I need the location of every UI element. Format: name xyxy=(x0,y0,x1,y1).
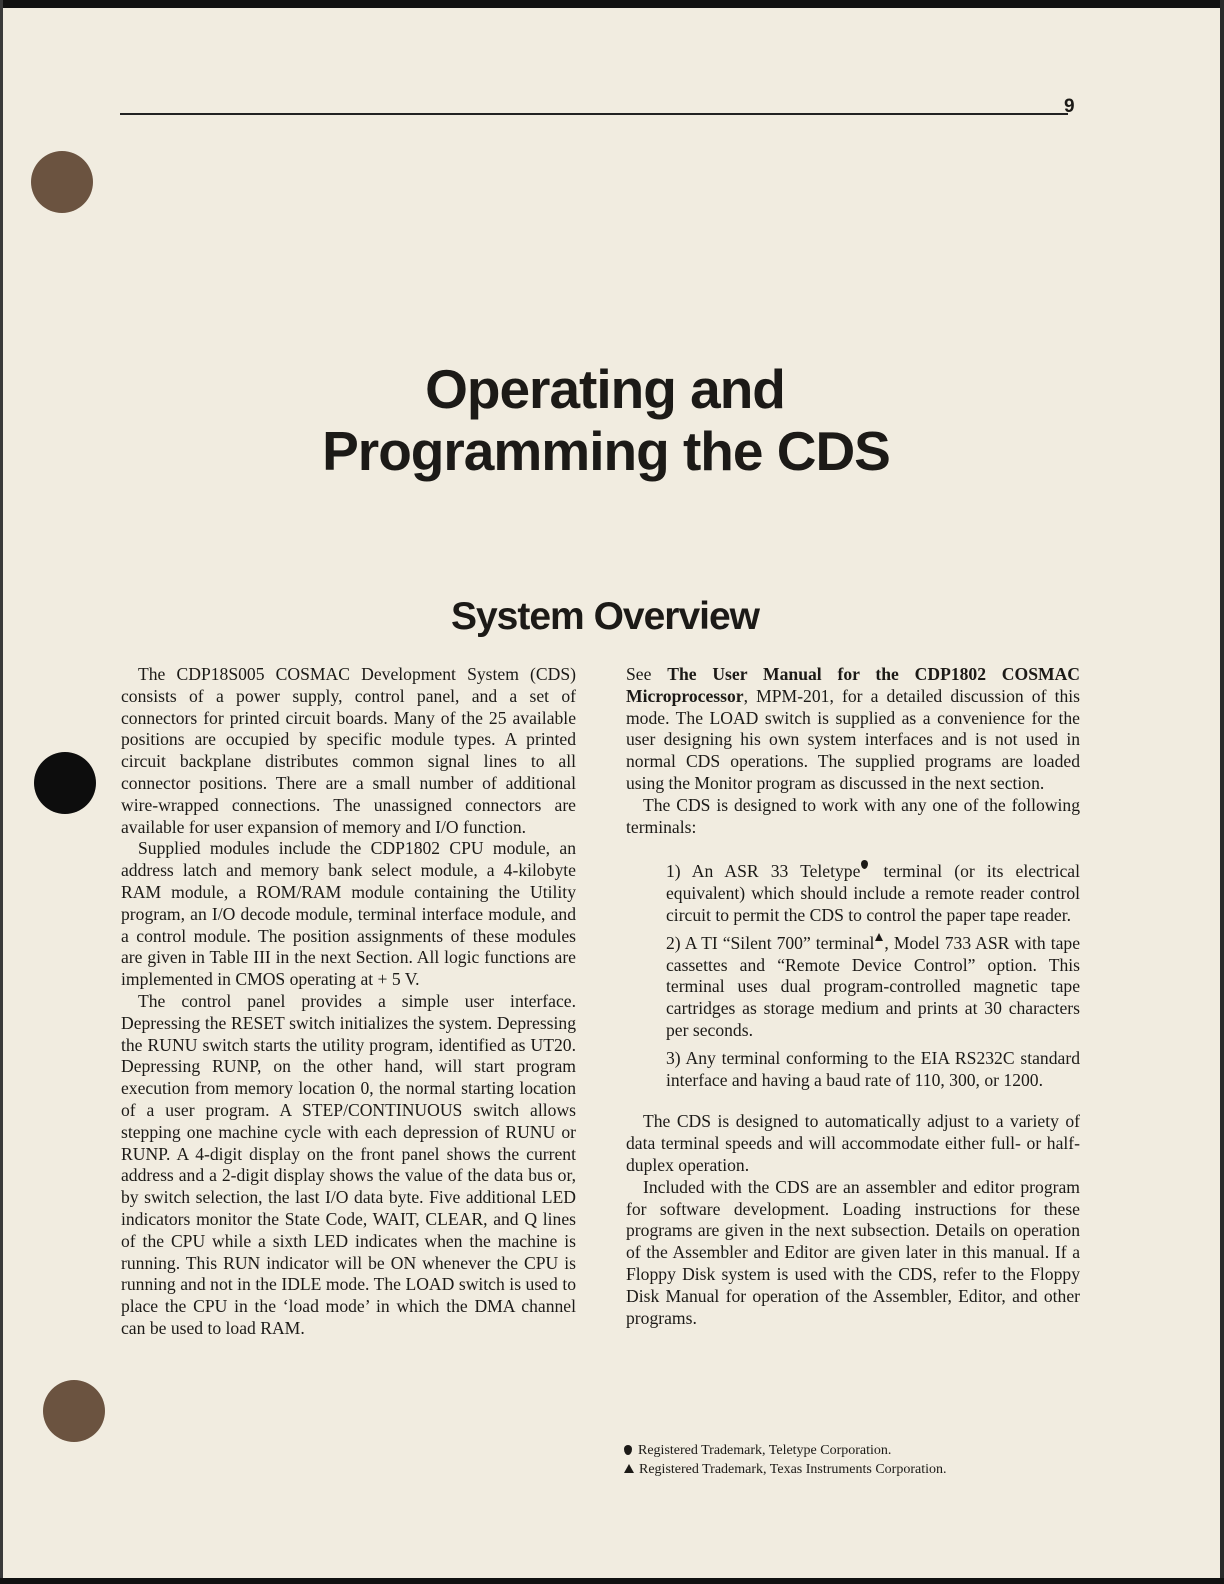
header-rule xyxy=(120,113,1068,115)
teletype-trademark-icon xyxy=(861,860,868,869)
right-paragraph-4: Included with the CDS are an assembler and editor program for software development. Loading instructions for these programs are given in the next subsection. Details on operation of the Assembler and Editor are given later in this manual. If a Floppy Disk system is used with the CDS, refer to the Floppy Disk Manual for operation of the Assembler, Editor, and other programs. xyxy=(626,1176,1080,1328)
page-bottom-edge xyxy=(0,1578,1224,1584)
page-right-edge xyxy=(1220,0,1224,1584)
ti-trademark-icon xyxy=(624,1464,634,1473)
list-item-2-start: 2) A TI “Silent 700” terminal xyxy=(666,932,875,953)
manual-reference: The User Manual for the CDP1802 COSMAC Microprocessor xyxy=(626,664,1080,706)
teletype-trademark-icon xyxy=(624,1445,632,1455)
list-item xyxy=(666,860,1080,926)
footnote-ti xyxy=(624,1460,947,1479)
page-left-edge xyxy=(0,0,3,1584)
footnotes xyxy=(624,1441,947,1479)
list-item xyxy=(666,933,1080,1042)
terminal-list xyxy=(626,860,1080,1091)
chapter-title-line2: Programming the CDS xyxy=(322,420,890,482)
binder-hole-top xyxy=(31,151,93,213)
footnote-1-text: Registered Trademark, Teletype Corporation. xyxy=(638,1443,892,1458)
right-paragraph-1 xyxy=(626,664,1080,795)
list-item-3-text: 3) Any terminal conforming to the EIA RS232C standard interface and having a baud rate of 110, 300, or 1200. xyxy=(666,1047,1080,1090)
list-item-1-start: 1) An ASR 33 Teletype xyxy=(666,861,861,882)
chapter-title xyxy=(0,358,1210,482)
footnote-2-text: Registered Trademark, Texas Instruments Corporation. xyxy=(639,1462,947,1477)
left-paragraph-1: The CDP18S005 COSMAC Development System (CDS) consists of a power supply, control panel, and a set of connectors for printed circuit boards. Many of the 25 available positions are occupied by specific module types. A printed circuit backplane distributes common signal lines to all connector positions. There are a small number of additional wire-wrapped connections. The unassigned connectors are available for user expansion of memory and I/O function. xyxy=(121,664,576,837)
page-number: 9 xyxy=(1064,96,1075,117)
right-paragraph-1-prefix: See xyxy=(626,664,652,684)
left-paragraph-2: Supplied modules include the CDP1802 CPU module, an address latch and memory bank select module, a 4-kilobyte RAM module, a ROM/RAM module containing the Utility program, an I/O decode module, terminal interface module, and a control module. The position assignments of these modules are given in Table III in the next Section. All logic functions are implemented in CMOS operating at + 5 V. xyxy=(121,838,576,990)
binder-hole-middle xyxy=(34,752,96,814)
page-top-edge xyxy=(0,0,1224,8)
left-paragraph-3: The control panel provides a simple user interface. Depressing the RESET switch initializes the system. Depressing the RUNU switch starts the utility program, identified as UT20. Depressing RUNP, on the other hand, will start program execution from memory location 0, the normal starting location of a user program. A STEP/CONTINUOUS switch allows stepping one machine cycle with each depression of RUNU or RUNP. A 4-digit display on the front panel shows the current address and a 2-digit display shows the value of the data bus or, by switch selection, the last I/O data byte. Five additional LED indicators monitor the State Code, WAIT, CLEAR, and Q lines of the CPU while a sixth LED indicates when the machine is running. This RUN indicator will be ON whenever the CPU is running and not in the IDLE mode. The LOAD switch is used to place the CPU in the ‘load mode’ in which the DMA channel can be used to load RAM. xyxy=(121,990,576,1338)
list-item xyxy=(666,1048,1080,1092)
chapter-title-line1: Operating and xyxy=(425,358,785,420)
right-column xyxy=(626,664,1080,1329)
right-paragraph-2: The CDS is designed to work with any one of the following terminals: xyxy=(626,794,1080,837)
list-item-2-end: , Model 733 ASR with tape cassettes and “Remote Device Control” option. This terminal uses dual program-controlled magnetic tape cartridges as storage medium and prints at 30 characters per seconds. xyxy=(666,932,1080,1040)
section-heading: System Overview xyxy=(450,595,760,638)
list-item-1-end: terminal (or its electrical equivalent) which should include a remote reader control circuit to permit the CDS to control the paper tape reader. xyxy=(666,861,1080,925)
left-column xyxy=(121,664,576,1340)
right-paragraph-1-rest: , MPM-201, for a detailed discussion of this mode. The LOAD switch is supplied as a convenience for the user designing his own system interfaces and is not used in normal CDS operations. The supplied programs are loaded using the Monitor program as discussed in the next section. xyxy=(626,685,1080,793)
right-paragraph-3: The CDS is designed to automatically adjust to a variety of data terminal speeds and will accommodate either full- or half-duplex operation. xyxy=(626,1111,1080,1175)
footnote-teletype xyxy=(624,1441,947,1460)
ti-trademark-icon xyxy=(875,933,883,941)
binder-hole-bottom xyxy=(43,1380,105,1442)
